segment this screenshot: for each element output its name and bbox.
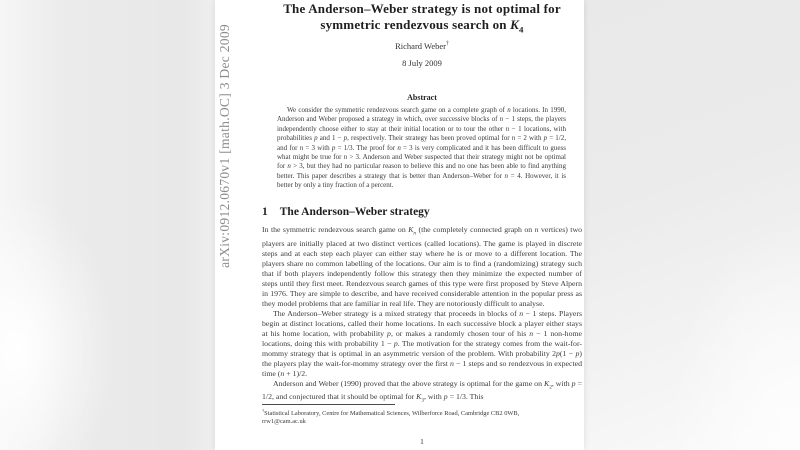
body-paragraph-2: The Anderson–Weber strategy is a mixed strategy that proceeds in blocks of n − 1 steps. Players begin at distinct locations, called their home locations. In each successive block a player either stays at his home location, with probability p, or makes a randomly chosen tour of his n − 1 non-home locations, doing this with probability 1 − p. The motivation for the strategy comes from the wait-for-mommy strategy that is optimal in an asymmetric version of the problem. With probability 2p(1 − p) the players play the wait-for-mommy strategy over the first n − 1 steps and so rendezvous in expected time (n + 1)/2. — [262, 308, 582, 378]
author-line: Richard Weber† — [395, 41, 449, 51]
backdrop-left-gradient — [0, 0, 216, 450]
section-1-number: 1 — [262, 206, 268, 218]
section-1-heading — [262, 206, 582, 218]
date-line: 8 July 2009 — [402, 58, 442, 68]
body-text — [262, 225, 582, 405]
paper-content-column — [262, 0, 582, 450]
backdrop-right-gradient — [583, 0, 800, 450]
body-paragraph-3: Anderson and Weber (1990) proved that the above strategy is optimal for the game on $K_2$, with p = 1/2, and conjectured that it should be optimal for $K_3$, with p = 1/3. This — [262, 378, 582, 404]
paper-title-line-2: symmetric rendezvous search on $K_4$ — [320, 17, 524, 35]
section-1-title: The Anderson–Weber strategy — [279, 206, 430, 218]
page-number: 1 — [420, 437, 424, 446]
paper-title — [262, 1, 582, 38]
abstract-heading: Abstract — [407, 93, 437, 102]
paper-page — [215, 0, 584, 450]
arxiv-stamp: arXiv:0912.0670v1 [math.OC] 3 Dec 2009 — [217, 24, 232, 268]
footnote-text: †Statistical Laboratory, Centre for Mathematical Sciences, Wilberforce Road, Cambridge CB2 0WB, rrw1@cam.ac.uk — [262, 408, 520, 425]
abstract-text: We consider the symmetric rendezvous search game on a complete graph of n locations. In 1990, Anderson and Weber proposed a strategy in which, over successive blocks of n − 1 steps, the players independently choose either to stay at their initial location or to tour the other n − 1 locations, with probabilities p and 1 − p, respectively. Their strategy has been proved optimal for n = 2 with p = 1/2, and for n = 3 with p = 1/3. The proof for n = 3 is very complicated and it has been difficult to guess what might be true for n > 3. Anderson and Weber suspected that their strategy might not be optimal for n > 3, but they had no particular reason to believe this and no one has been able to find anything better. This paper describes a strategy that is better than Anderson–Weber for n = 4. However, it is better by only a tiny fraction of a percent. — [277, 106, 567, 190]
paper-title-line-1: The Anderson–Weber strategy is not optimal for — [283, 1, 561, 16]
footnote-rule — [262, 404, 395, 405]
body-paragraph-1: In the symmetric rendezvous search game on $K_n$ (the completely connected graph on n vertices) two players are initially placed at two distinct vertices (called locations). The game is played in discrete steps and at each step each player can either stay where he is or move to a different location. The players share no common labelling of the locations. Our aim is to find a (randomizing) strategy such that if both players independently follow this strategy then they minimize the expected number of steps until they first meet. Rendezvous search games of this type were first proposed by Steve Alpern in 1976. They are simple to describe, and have received considerable attention in the popular press as they model problems that are familiar in real life. They are notoriously difficult to analyse. — [262, 225, 582, 308]
footnote-block — [262, 404, 582, 426]
